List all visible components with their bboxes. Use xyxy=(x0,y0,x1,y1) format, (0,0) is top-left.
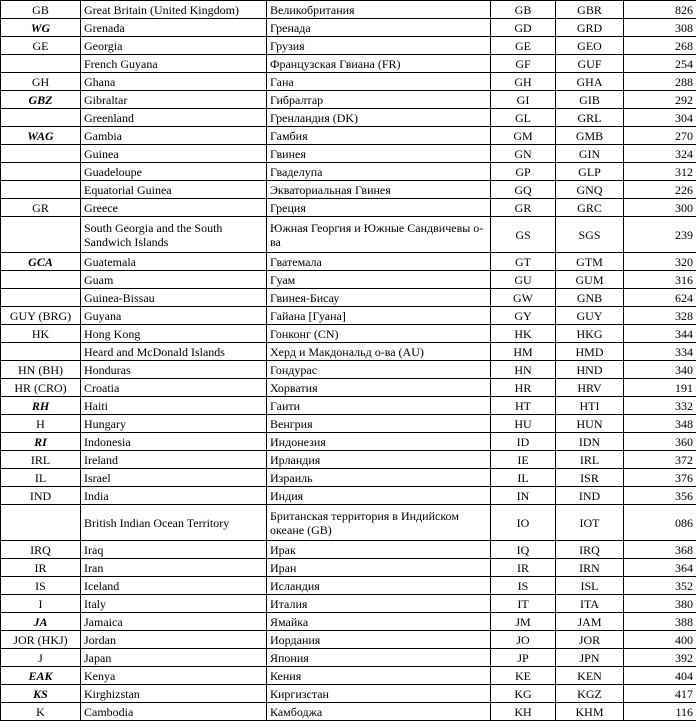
russian-name-cell: Гибралтар xyxy=(267,91,491,109)
alpha2-code-cell: KG xyxy=(491,685,556,703)
russian-name-cell: Гвинея xyxy=(267,145,491,163)
alpha3-code-cell: IOT xyxy=(556,505,624,541)
table-row xyxy=(1,397,696,415)
vehicle-code-cell: JA xyxy=(1,613,81,631)
alpha3-code-cell: JAM xyxy=(556,613,624,631)
alpha2-code-cell: GN xyxy=(491,145,556,163)
english-name-cell: Italy xyxy=(81,595,267,613)
vehicle-code-cell xyxy=(1,217,81,253)
numeric-code-cell: 380 xyxy=(624,595,696,613)
alpha3-code-cell: GIN xyxy=(556,145,624,163)
numeric-code-cell: 300 xyxy=(624,199,696,217)
alpha3-code-cell: IRN xyxy=(556,559,624,577)
vehicle-code-cell xyxy=(1,145,81,163)
russian-name-cell: Гренландия (DK) xyxy=(267,109,491,127)
table-row xyxy=(1,487,696,505)
russian-name-cell: Италия xyxy=(267,595,491,613)
numeric-code-cell: 340 xyxy=(624,361,696,379)
numeric-code-cell: 352 xyxy=(624,577,696,595)
vehicle-code-cell: I xyxy=(1,595,81,613)
english-name-cell: Indonesia xyxy=(81,433,267,451)
alpha3-code-cell: GIB xyxy=(556,91,624,109)
table-row xyxy=(1,415,696,433)
table-row xyxy=(1,649,696,667)
numeric-code-cell: 191 xyxy=(624,379,696,397)
alpha3-code-cell: HKG xyxy=(556,325,624,343)
russian-name-cell: Гренада xyxy=(267,19,491,37)
english-name-cell: Kirghizstan xyxy=(81,685,267,703)
english-name-cell: Gambia xyxy=(81,127,267,145)
vehicle-code-cell xyxy=(1,343,81,361)
table-row xyxy=(1,559,696,577)
numeric-code-cell: 254 xyxy=(624,55,696,73)
table-row xyxy=(1,685,696,703)
table-row xyxy=(1,361,696,379)
alpha3-code-cell: GNB xyxy=(556,289,624,307)
table-row xyxy=(1,631,696,649)
alpha2-code-cell: GE xyxy=(491,37,556,55)
russian-name-cell: Гайана [Гуана] xyxy=(267,307,491,325)
alpha3-code-cell: IRL xyxy=(556,451,624,469)
alpha2-code-cell: HK xyxy=(491,325,556,343)
alpha2-code-cell: GQ xyxy=(491,181,556,199)
vehicle-code-cell: GUY (BRG) xyxy=(1,307,81,325)
alpha2-code-cell: KH xyxy=(491,703,556,721)
alpha3-code-cell: GRD xyxy=(556,19,624,37)
numeric-code-cell: 320 xyxy=(624,253,696,271)
table-row xyxy=(1,199,696,217)
numeric-code-cell: 268 xyxy=(624,37,696,55)
table-row xyxy=(1,343,696,361)
english-name-cell: Hungary xyxy=(81,415,267,433)
vehicle-code-cell: K xyxy=(1,703,81,721)
table-row xyxy=(1,307,696,325)
russian-name-cell: Индонезия xyxy=(267,433,491,451)
alpha2-code-cell: ID xyxy=(491,433,556,451)
russian-name-cell: Гонконг (CN) xyxy=(267,325,491,343)
numeric-code-cell: 116 xyxy=(624,703,696,721)
alpha2-code-cell: HU xyxy=(491,415,556,433)
alpha3-code-cell: KEN xyxy=(556,667,624,685)
alpha3-code-cell: ITA xyxy=(556,595,624,613)
numeric-code-cell: 368 xyxy=(624,541,696,559)
vehicle-code-cell: HR (CRO) xyxy=(1,379,81,397)
russian-name-cell: Израиль xyxy=(267,469,491,487)
russian-name-cell: Южная Георгия и Южные Сандвичевы о-ва xyxy=(267,217,491,253)
numeric-code-cell: 356 xyxy=(624,487,696,505)
table-row xyxy=(1,163,696,181)
alpha2-code-cell: JP xyxy=(491,649,556,667)
vehicle-code-cell xyxy=(1,289,81,307)
vehicle-code-cell: IRL xyxy=(1,451,81,469)
russian-name-cell: Хорватия xyxy=(267,379,491,397)
english-name-cell: British Indian Ocean Territory xyxy=(81,505,267,541)
vehicle-code-cell xyxy=(1,109,81,127)
alpha3-code-cell: JPN xyxy=(556,649,624,667)
russian-name-cell: Киргизстан xyxy=(267,685,491,703)
vehicle-code-cell: JOR (HKJ) xyxy=(1,631,81,649)
english-name-cell: Haiti xyxy=(81,397,267,415)
vehicle-code-cell: HN (BH) xyxy=(1,361,81,379)
vehicle-code-cell: IR xyxy=(1,559,81,577)
alpha3-code-cell: ISL xyxy=(556,577,624,595)
vehicle-code-cell: KS xyxy=(1,685,81,703)
english-name-cell: French Guyana xyxy=(81,55,267,73)
table-row xyxy=(1,451,696,469)
russian-name-cell: Гаити xyxy=(267,397,491,415)
alpha2-code-cell: IQ xyxy=(491,541,556,559)
vehicle-code-cell: GBZ xyxy=(1,91,81,109)
vehicle-code-cell: EAK xyxy=(1,667,81,685)
table-row xyxy=(1,1,696,19)
vehicle-code-cell: IND xyxy=(1,487,81,505)
numeric-code-cell: 417 xyxy=(624,685,696,703)
vehicle-code-cell: RH xyxy=(1,397,81,415)
alpha2-code-cell: GR xyxy=(491,199,556,217)
english-name-cell: Guinea-Bissau xyxy=(81,289,267,307)
table-row xyxy=(1,379,696,397)
english-name-cell: Gibraltar xyxy=(81,91,267,109)
numeric-code-cell: 404 xyxy=(624,667,696,685)
english-name-cell: Israel xyxy=(81,469,267,487)
numeric-code-cell: 304 xyxy=(624,109,696,127)
numeric-code-cell: 388 xyxy=(624,613,696,631)
numeric-code-cell: 400 xyxy=(624,631,696,649)
alpha3-code-cell: GMB xyxy=(556,127,624,145)
alpha3-code-cell: JOR xyxy=(556,631,624,649)
alpha3-code-cell: ISR xyxy=(556,469,624,487)
alpha2-code-cell: IS xyxy=(491,577,556,595)
russian-name-cell: Экваториальная Гвинея xyxy=(267,181,491,199)
russian-name-cell: Индия xyxy=(267,487,491,505)
english-name-cell: Jordan xyxy=(81,631,267,649)
alpha2-code-cell: KE xyxy=(491,667,556,685)
alpha2-code-cell: GM xyxy=(491,127,556,145)
english-name-cell: Heard and McDonald Islands xyxy=(81,343,267,361)
numeric-code-cell: 288 xyxy=(624,73,696,91)
numeric-code-cell: 348 xyxy=(624,415,696,433)
vehicle-code-cell: RI xyxy=(1,433,81,451)
alpha2-code-cell: HT xyxy=(491,397,556,415)
russian-name-cell: Греция xyxy=(267,199,491,217)
alpha3-code-cell: GNQ xyxy=(556,181,624,199)
table-row xyxy=(1,667,696,685)
table-row xyxy=(1,613,696,631)
table-row xyxy=(1,127,696,145)
alpha3-code-cell: GBR xyxy=(556,1,624,19)
russian-name-cell: Гваделупа xyxy=(267,163,491,181)
alpha2-code-cell: GL xyxy=(491,109,556,127)
numeric-code-cell: 292 xyxy=(624,91,696,109)
alpha3-code-cell: IDN xyxy=(556,433,624,451)
numeric-code-cell: 364 xyxy=(624,559,696,577)
russian-name-cell: Венгрия xyxy=(267,415,491,433)
english-name-cell: Grenada xyxy=(81,19,267,37)
table-row xyxy=(1,505,696,541)
alpha3-code-cell: HND xyxy=(556,361,624,379)
vehicle-code-cell xyxy=(1,181,81,199)
numeric-code-cell: 324 xyxy=(624,145,696,163)
english-name-cell: Guam xyxy=(81,271,267,289)
alpha2-code-cell: GW xyxy=(491,289,556,307)
alpha2-code-cell: GU xyxy=(491,271,556,289)
alpha3-code-cell: IRQ xyxy=(556,541,624,559)
alpha3-code-cell: GUF xyxy=(556,55,624,73)
table-row xyxy=(1,37,696,55)
alpha2-code-cell: GF xyxy=(491,55,556,73)
alpha3-code-cell: GEO xyxy=(556,37,624,55)
numeric-code-cell: 392 xyxy=(624,649,696,667)
vehicle-code-cell: GB xyxy=(1,1,81,19)
numeric-code-cell: 239 xyxy=(624,217,696,253)
alpha2-code-cell: GH xyxy=(491,73,556,91)
russian-name-cell: Гондурас xyxy=(267,361,491,379)
alpha2-code-cell: JM xyxy=(491,613,556,631)
alpha2-code-cell: GI xyxy=(491,91,556,109)
vehicle-code-cell: WG xyxy=(1,19,81,37)
table-row xyxy=(1,109,696,127)
alpha2-code-cell: GS xyxy=(491,217,556,253)
numeric-code-cell: 312 xyxy=(624,163,696,181)
table-row xyxy=(1,19,696,37)
russian-name-cell: Гуам xyxy=(267,271,491,289)
english-name-cell: Iraq xyxy=(81,541,267,559)
russian-name-cell: Гана xyxy=(267,73,491,91)
english-name-cell: Honduras xyxy=(81,361,267,379)
table-row xyxy=(1,55,696,73)
numeric-code-cell: 624 xyxy=(624,289,696,307)
numeric-code-cell: 328 xyxy=(624,307,696,325)
table-row xyxy=(1,469,696,487)
table-row xyxy=(1,181,696,199)
english-name-cell: South Georgia and the South Sandwich Islands xyxy=(81,217,267,253)
alpha2-code-cell: IO xyxy=(491,505,556,541)
numeric-code-cell: 270 xyxy=(624,127,696,145)
vehicle-code-cell: H xyxy=(1,415,81,433)
alpha3-code-cell: KGZ xyxy=(556,685,624,703)
english-name-cell: Equatorial Guinea xyxy=(81,181,267,199)
english-name-cell: Georgia xyxy=(81,37,267,55)
english-name-cell: Guinea xyxy=(81,145,267,163)
english-name-cell: Ireland xyxy=(81,451,267,469)
russian-name-cell: Гвинея-Бисау xyxy=(267,289,491,307)
russian-name-cell: Исландия xyxy=(267,577,491,595)
alpha3-code-cell: HRV xyxy=(556,379,624,397)
alpha2-code-cell: IL xyxy=(491,469,556,487)
alpha3-code-cell: GUY xyxy=(556,307,624,325)
russian-name-cell: Камбоджа xyxy=(267,703,491,721)
table-row xyxy=(1,253,696,271)
vehicle-code-cell: GE xyxy=(1,37,81,55)
english-name-cell: India xyxy=(81,487,267,505)
vehicle-code-cell: IRQ xyxy=(1,541,81,559)
alpha2-code-cell: GT xyxy=(491,253,556,271)
vehicle-code-cell xyxy=(1,55,81,73)
numeric-code-cell: 308 xyxy=(624,19,696,37)
english-name-cell: Guatemala xyxy=(81,253,267,271)
alpha2-code-cell: IR xyxy=(491,559,556,577)
table-row xyxy=(1,325,696,343)
vehicle-code-cell: HK xyxy=(1,325,81,343)
alpha2-code-cell: GD xyxy=(491,19,556,37)
english-name-cell: Kenya xyxy=(81,667,267,685)
alpha3-code-cell: GHA xyxy=(556,73,624,91)
alpha3-code-cell: HMD xyxy=(556,343,624,361)
english-name-cell: Great Britain (United Kingdom) xyxy=(81,1,267,19)
table-row xyxy=(1,91,696,109)
russian-name-cell: Херд и Макдональд о-ва (AU) xyxy=(267,343,491,361)
russian-name-cell: Британская территория в Индийском океане (GB) xyxy=(267,505,491,541)
russian-name-cell: Иордания xyxy=(267,631,491,649)
table-row xyxy=(1,595,696,613)
russian-name-cell: Французская Гвиана (FR) xyxy=(267,55,491,73)
alpha2-code-cell: HM xyxy=(491,343,556,361)
alpha3-code-cell: KHM xyxy=(556,703,624,721)
table-row xyxy=(1,217,696,253)
alpha3-code-cell: GRL xyxy=(556,109,624,127)
english-name-cell: Japan xyxy=(81,649,267,667)
russian-name-cell: Ирак xyxy=(267,541,491,559)
table-row xyxy=(1,541,696,559)
english-name-cell: Guyana xyxy=(81,307,267,325)
alpha2-code-cell: HR xyxy=(491,379,556,397)
alpha3-code-cell: GTM xyxy=(556,253,624,271)
english-name-cell: Hong Kong xyxy=(81,325,267,343)
table-row xyxy=(1,73,696,91)
russian-name-cell: Гватемала xyxy=(267,253,491,271)
table-row xyxy=(1,289,696,307)
english-name-cell: Croatia xyxy=(81,379,267,397)
alpha2-code-cell: GB xyxy=(491,1,556,19)
russian-name-cell: Иран xyxy=(267,559,491,577)
english-name-cell: Iran xyxy=(81,559,267,577)
alpha2-code-cell: IN xyxy=(491,487,556,505)
alpha3-code-cell: HTI xyxy=(556,397,624,415)
numeric-code-cell: 226 xyxy=(624,181,696,199)
table-row xyxy=(1,145,696,163)
english-name-cell: Ghana xyxy=(81,73,267,91)
table-body xyxy=(1,1,696,721)
vehicle-code-cell: IL xyxy=(1,469,81,487)
alpha2-code-cell: IT xyxy=(491,595,556,613)
vehicle-code-cell: J xyxy=(1,649,81,667)
english-name-cell: Cambodia xyxy=(81,703,267,721)
vehicle-code-cell: IS xyxy=(1,577,81,595)
english-name-cell: Greenland xyxy=(81,109,267,127)
numeric-code-cell: 372 xyxy=(624,451,696,469)
russian-name-cell: Ямайка xyxy=(267,613,491,631)
english-name-cell: Iceland xyxy=(81,577,267,595)
alpha2-code-cell: HN xyxy=(491,361,556,379)
vehicle-code-cell: WAG xyxy=(1,127,81,145)
vehicle-code-cell: GCA xyxy=(1,253,81,271)
alpha3-code-cell: GLP xyxy=(556,163,624,181)
numeric-code-cell: 360 xyxy=(624,433,696,451)
alpha3-code-cell: IND xyxy=(556,487,624,505)
russian-name-cell: Грузия xyxy=(267,37,491,55)
vehicle-code-cell: GR xyxy=(1,199,81,217)
numeric-code-cell: 334 xyxy=(624,343,696,361)
russian-name-cell: Кения xyxy=(267,667,491,685)
table-row xyxy=(1,703,696,721)
alpha3-code-cell: HUN xyxy=(556,415,624,433)
table-row xyxy=(1,577,696,595)
english-name-cell: Jamaica xyxy=(81,613,267,631)
numeric-code-cell: 376 xyxy=(624,469,696,487)
alpha3-code-cell: GRC xyxy=(556,199,624,217)
alpha2-code-cell: GY xyxy=(491,307,556,325)
numeric-code-cell: 316 xyxy=(624,271,696,289)
table-row xyxy=(1,271,696,289)
russian-name-cell: Гамбия xyxy=(267,127,491,145)
vehicle-code-cell xyxy=(1,271,81,289)
alpha2-code-cell: JO xyxy=(491,631,556,649)
russian-name-cell: Великобритания xyxy=(267,1,491,19)
vehicle-code-cell: GH xyxy=(1,73,81,91)
alpha3-code-cell: GUM xyxy=(556,271,624,289)
english-name-cell: Guadeloupe xyxy=(81,163,267,181)
table-row xyxy=(1,433,696,451)
vehicle-code-cell xyxy=(1,163,81,181)
numeric-code-cell: 826 xyxy=(624,1,696,19)
numeric-code-cell: 086 xyxy=(624,505,696,541)
alpha3-code-cell: SGS xyxy=(556,217,624,253)
numeric-code-cell: 344 xyxy=(624,325,696,343)
alpha2-code-cell: IE xyxy=(491,451,556,469)
russian-name-cell: Япония xyxy=(267,649,491,667)
english-name-cell: Greece xyxy=(81,199,267,217)
vehicle-code-cell xyxy=(1,505,81,541)
numeric-code-cell: 332 xyxy=(624,397,696,415)
alpha2-code-cell: GP xyxy=(491,163,556,181)
russian-name-cell: Ирландия xyxy=(267,451,491,469)
